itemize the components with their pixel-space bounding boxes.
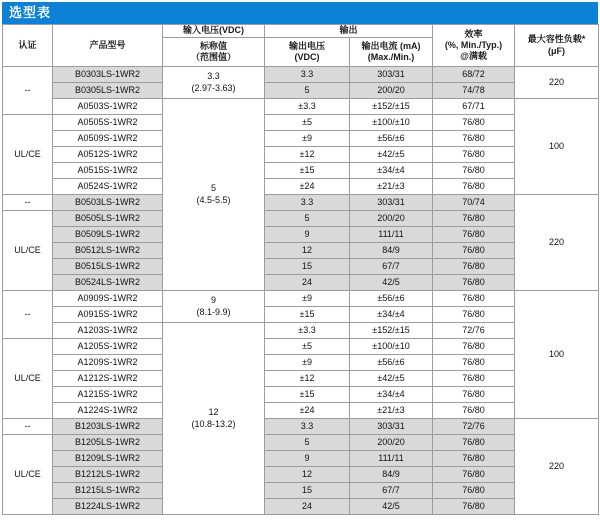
cert-cell: -- xyxy=(3,419,53,435)
model-cell: A1205S-1WR2 xyxy=(53,339,163,355)
model-cell: A0915S-1WR2 xyxy=(53,307,163,323)
table-row xyxy=(3,307,599,323)
efficiency-cell: 67/71 xyxy=(433,99,515,115)
output-current-cell: 200/20 xyxy=(350,211,433,227)
cert-cell: -- xyxy=(3,195,53,211)
model-cell: B0305LS-1WR2 xyxy=(53,83,163,99)
input-range: (8.1-9.9) xyxy=(196,306,231,317)
model-cell: A1203S-1WR2 xyxy=(53,323,163,339)
page-title: 选型表 xyxy=(2,2,598,24)
output-current-cell: 42/5 xyxy=(350,499,433,515)
cert-cell: UL/CE xyxy=(3,339,53,419)
output-current-cell: ±34/±4 xyxy=(350,307,433,323)
input-nominal: 5 xyxy=(210,183,216,194)
table-row xyxy=(3,371,599,387)
efficiency-cell: 76/80 xyxy=(433,403,515,419)
model-cell: A0509S-1WR2 xyxy=(53,131,163,147)
output-current-cell: ±42/±5 xyxy=(350,147,433,163)
table-row xyxy=(3,483,599,499)
table-row xyxy=(3,179,599,195)
efficiency-cell: 76/80 xyxy=(433,243,515,259)
table-row xyxy=(3,355,599,371)
efficiency-cell: 76/80 xyxy=(433,115,515,131)
efficiency-cell: 76/80 xyxy=(433,147,515,163)
table-row xyxy=(3,323,599,339)
output-current-cell: 111/11 xyxy=(350,227,433,243)
model-cell: B1203LS-1WR2 xyxy=(53,419,163,435)
table-row xyxy=(3,291,599,307)
output-voltage-cell: 5 xyxy=(265,435,350,451)
table-row xyxy=(3,451,599,467)
output-current-cell: 303/31 xyxy=(350,67,433,83)
input-nominal: 3.3 xyxy=(207,71,220,82)
model-cell: B1212LS-1WR2 xyxy=(53,467,163,483)
efficiency-cell: 76/80 xyxy=(433,179,515,195)
output-voltage-cell: 3.3 xyxy=(265,67,350,83)
output-voltage-cell: ±12 xyxy=(265,371,350,387)
header-efficiency-line2: (%, Min./Typ.) xyxy=(444,39,503,50)
output-current-cell: 200/20 xyxy=(350,83,433,99)
table-row xyxy=(3,499,599,515)
model-cell: A1212S-1WR2 xyxy=(53,371,163,387)
efficiency-cell: 72/76 xyxy=(433,419,515,435)
output-voltage-cell: ±9 xyxy=(265,131,350,147)
header-efficiency-line3: @满载 xyxy=(460,51,487,62)
output-voltage-cell: 15 xyxy=(265,259,350,275)
efficiency-cell: 76/80 xyxy=(433,163,515,179)
table-row xyxy=(3,115,599,131)
table-row xyxy=(3,131,599,147)
efficiency-cell: 76/80 xyxy=(433,371,515,387)
model-cell: B1215LS-1WR2 xyxy=(53,483,163,499)
output-current-cell: 303/31 xyxy=(350,195,433,211)
table-row xyxy=(3,147,599,163)
model-cell: B0515LS-1WR2 xyxy=(53,259,163,275)
model-cell: B0524LS-1WR2 xyxy=(53,275,163,291)
header-output-current xyxy=(350,38,433,67)
output-voltage-cell: ±9 xyxy=(265,291,350,307)
model-cell: B0509LS-1WR2 xyxy=(53,227,163,243)
header-cap-load-line1: 最大容性负载* xyxy=(527,34,586,45)
output-voltage-cell: 15 xyxy=(265,483,350,499)
output-current-cell: ±100/±10 xyxy=(350,339,433,355)
header-output-voltage xyxy=(265,38,350,67)
model-cell: A0503S-1WR2 xyxy=(53,99,163,115)
table-row xyxy=(3,67,599,83)
table-row xyxy=(3,387,599,403)
cert-cell: -- xyxy=(3,291,53,339)
model-cell: B0503LS-1WR2 xyxy=(53,195,163,211)
efficiency-cell: 76/80 xyxy=(433,355,515,371)
header-cap-load-line2: (μF) xyxy=(548,45,566,56)
output-current-cell: ±100/±10 xyxy=(350,115,433,131)
table-row xyxy=(3,435,599,451)
output-current-cell: 42/5 xyxy=(350,275,433,291)
output-current-cell: 84/9 xyxy=(350,243,433,259)
output-voltage-cell: 3.3 xyxy=(265,419,350,435)
efficiency-cell: 76/80 xyxy=(433,339,515,355)
output-current-cell: 111/11 xyxy=(350,451,433,467)
selection-table xyxy=(2,24,599,515)
output-voltage-cell: ±9 xyxy=(265,355,350,371)
efficiency-cell: 76/80 xyxy=(433,499,515,515)
efficiency-cell: 76/80 xyxy=(433,483,515,499)
input-voltage-cell xyxy=(163,323,265,515)
output-current-cell: 67/7 xyxy=(350,483,433,499)
model-cell: A0909S-1WR2 xyxy=(53,291,163,307)
input-range: (4.5-5.5) xyxy=(196,194,231,205)
header-input-nominal-line2: （范围值） xyxy=(190,52,236,62)
output-current-cell: ±21/±3 xyxy=(350,179,433,195)
efficiency-cell: 72/76 xyxy=(433,323,515,339)
cap-load-cell: 100 xyxy=(515,291,599,419)
model-cell: A0505S-1WR2 xyxy=(53,115,163,131)
output-current-cell: ±152/±15 xyxy=(350,323,433,339)
output-voltage-cell: ±24 xyxy=(265,403,350,419)
output-voltage-cell: ±5 xyxy=(265,115,350,131)
table-row xyxy=(3,163,599,179)
table-row xyxy=(3,467,599,483)
output-current-cell: 200/20 xyxy=(350,435,433,451)
input-range: (10.8-13.2) xyxy=(191,418,236,429)
output-current-cell: ±34/±4 xyxy=(350,387,433,403)
table-row xyxy=(3,211,599,227)
input-voltage-cell xyxy=(163,291,265,323)
output-voltage-cell: 9 xyxy=(265,227,350,243)
output-voltage-cell: ±12 xyxy=(265,147,350,163)
output-voltage-cell: 5 xyxy=(265,83,350,99)
cap-load-cell: 220 xyxy=(515,419,599,515)
header-input-nominal-line1: 标称值 xyxy=(199,40,227,51)
model-cell: A1209S-1WR2 xyxy=(53,355,163,371)
header-cap-load xyxy=(515,25,599,67)
table-row xyxy=(3,227,599,243)
header-certification: 认证 xyxy=(3,25,53,67)
output-current-cell: ±56/±6 xyxy=(350,291,433,307)
output-current-cell: 67/7 xyxy=(350,259,433,275)
input-voltage-cell xyxy=(163,99,265,291)
output-voltage-cell: ±24 xyxy=(265,179,350,195)
input-nominal: 12 xyxy=(208,407,219,418)
table-row xyxy=(3,195,599,211)
cap-load-cell: 220 xyxy=(515,195,599,291)
header-model: 产品型号 xyxy=(53,25,163,67)
output-voltage-cell: ±15 xyxy=(265,387,350,403)
output-current-cell: ±152/±15 xyxy=(350,99,433,115)
table-row xyxy=(3,419,599,435)
input-nominal: 9 xyxy=(210,295,216,306)
header-output-group: 输出 xyxy=(265,25,433,38)
header-input-voltage: 输入电压(VDC) xyxy=(163,25,265,38)
output-voltage-cell: 24 xyxy=(265,499,350,515)
efficiency-cell: 76/80 xyxy=(433,275,515,291)
model-cell: B0512LS-1WR2 xyxy=(53,243,163,259)
output-current-cell: ±56/±6 xyxy=(350,131,433,147)
table-row xyxy=(3,403,599,419)
output-voltage-cell: ±15 xyxy=(265,307,350,323)
output-current-cell: ±56/±6 xyxy=(350,355,433,371)
output-voltage-cell: 12 xyxy=(265,467,350,483)
output-voltage-cell: 12 xyxy=(265,243,350,259)
input-voltage-cell xyxy=(163,67,265,99)
efficiency-cell: 76/80 xyxy=(433,467,515,483)
output-current-cell: ±34/±4 xyxy=(350,163,433,179)
efficiency-cell: 68/72 xyxy=(433,67,515,83)
efficiency-cell: 76/80 xyxy=(433,451,515,467)
selection-table-panel xyxy=(2,2,598,515)
table-row xyxy=(3,259,599,275)
output-voltage-cell: ±5 xyxy=(265,339,350,355)
table-row xyxy=(3,99,599,115)
efficiency-cell: 76/80 xyxy=(433,291,515,307)
output-voltage-cell: ±3.3 xyxy=(265,99,350,115)
model-cell: A1215S-1WR2 xyxy=(53,387,163,403)
efficiency-cell: 76/80 xyxy=(433,259,515,275)
cert-cell: -- xyxy=(3,67,53,115)
model-cell: B1205LS-1WR2 xyxy=(53,435,163,451)
model-cell: A1224S-1WR2 xyxy=(53,403,163,419)
input-range: (2.97-3.63) xyxy=(191,82,236,93)
output-current-cell: ±42/±5 xyxy=(350,371,433,387)
model-cell: B1224LS-1WR2 xyxy=(53,499,163,515)
model-cell: A0515S-1WR2 xyxy=(53,163,163,179)
header-efficiency xyxy=(433,25,515,67)
efficiency-cell: 76/80 xyxy=(433,227,515,243)
table-row xyxy=(3,275,599,291)
cert-cell: UL/CE xyxy=(3,435,53,515)
efficiency-cell: 76/80 xyxy=(433,387,515,403)
model-cell: B0303LS-1WR2 xyxy=(53,67,163,83)
efficiency-cell: 76/80 xyxy=(433,307,515,323)
model-cell: B1209LS-1WR2 xyxy=(53,451,163,467)
output-current-cell: ±21/±3 xyxy=(350,403,433,419)
header-output-voltage-line2: (VDC) xyxy=(294,52,320,62)
header-row-1 xyxy=(3,25,599,38)
model-cell: A0524S-1WR2 xyxy=(53,179,163,195)
header-efficiency-line1: 效率 xyxy=(464,28,483,39)
efficiency-cell: 76/80 xyxy=(433,435,515,451)
output-voltage-cell: 5 xyxy=(265,211,350,227)
model-cell: B0505LS-1WR2 xyxy=(53,211,163,227)
cert-cell: UL/CE xyxy=(3,115,53,195)
table-row xyxy=(3,339,599,355)
model-cell: A0512S-1WR2 xyxy=(53,147,163,163)
header-input-nominal xyxy=(163,38,265,67)
header-output-current-line2: (Max./Min.) xyxy=(367,52,415,62)
output-voltage-cell: 3.3 xyxy=(265,195,350,211)
output-current-cell: 84/9 xyxy=(350,467,433,483)
output-voltage-cell: ±3.3 xyxy=(265,323,350,339)
output-voltage-cell: 9 xyxy=(265,451,350,467)
header-output-current-line1: 输出电流 (mA) xyxy=(361,40,421,51)
cap-load-cell: 220 xyxy=(515,67,599,99)
efficiency-cell: 70/74 xyxy=(433,195,515,211)
output-current-cell: 303/31 xyxy=(350,419,433,435)
table-row xyxy=(3,243,599,259)
cap-load-cell: 100 xyxy=(515,99,599,195)
output-voltage-cell: ±15 xyxy=(265,163,350,179)
table-row xyxy=(3,83,599,99)
output-voltage-cell: 24 xyxy=(265,275,350,291)
efficiency-cell: 76/80 xyxy=(433,211,515,227)
cert-cell: UL/CE xyxy=(3,211,53,291)
efficiency-cell: 74/78 xyxy=(433,83,515,99)
efficiency-cell: 76/80 xyxy=(433,131,515,147)
header-output-voltage-line1: 输出电压 xyxy=(288,40,325,51)
